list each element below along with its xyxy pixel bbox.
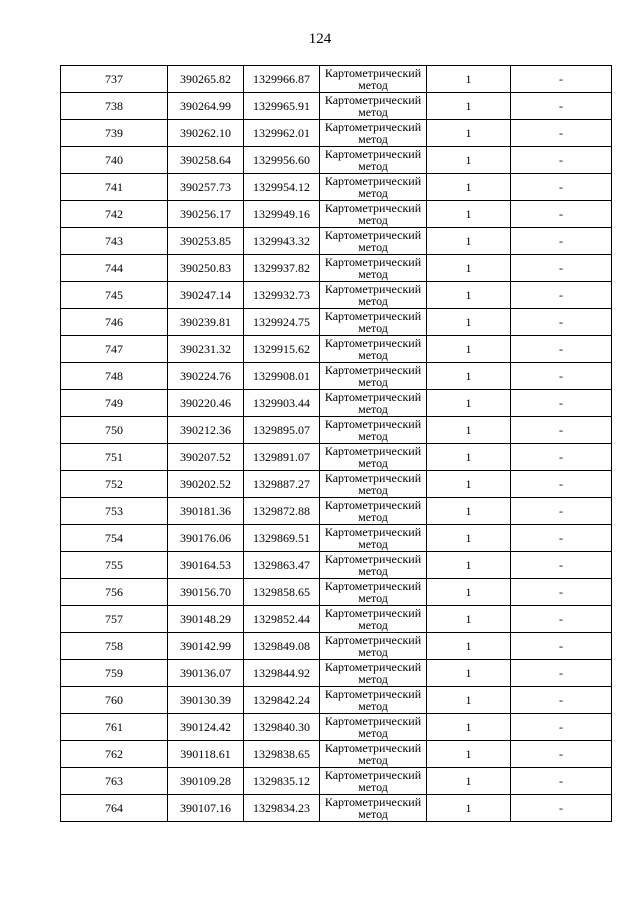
point-number-cell: 753 <box>61 498 168 525</box>
table-row <box>61 93 612 120</box>
method-line-1: Картометрический <box>324 525 422 539</box>
accuracy-cell: 1 <box>427 714 511 741</box>
table-row <box>61 66 612 93</box>
method-cell <box>320 66 427 93</box>
note-cell: - <box>511 741 612 768</box>
method-cell <box>320 444 427 471</box>
table-row <box>61 390 612 417</box>
table-row <box>61 174 612 201</box>
method-cell <box>320 525 427 552</box>
y-coordinate-cell: 1329915.62 <box>244 336 320 363</box>
method-line-1: Картометрический <box>324 309 422 323</box>
accuracy-cell: 1 <box>427 363 511 390</box>
method-cell <box>320 579 427 606</box>
y-coordinate-cell: 1329965.91 <box>244 93 320 120</box>
table-row <box>61 417 612 444</box>
method-line-1: Картометрический <box>324 363 422 377</box>
y-coordinate-cell: 1329924.75 <box>244 309 320 336</box>
note-cell: - <box>511 687 612 714</box>
y-coordinate-cell: 1329872.88 <box>244 498 320 525</box>
point-number-cell: 752 <box>61 471 168 498</box>
method-line-2: метод <box>358 618 388 632</box>
accuracy-cell: 1 <box>427 93 511 120</box>
point-number-cell: 739 <box>61 120 168 147</box>
x-coordinate-cell: 390262.10 <box>168 120 244 147</box>
method-line-1: Картометрический <box>324 795 422 809</box>
accuracy-cell: 1 <box>427 282 511 309</box>
note-cell: - <box>511 714 612 741</box>
method-line-1: Картометрический <box>324 201 422 215</box>
point-number-cell: 761 <box>61 714 168 741</box>
method-cell <box>320 606 427 633</box>
point-number-cell: 750 <box>61 417 168 444</box>
method-line-2: метод <box>358 429 388 443</box>
method-line-1: Картометрический <box>324 552 422 566</box>
x-coordinate-cell: 390231.32 <box>168 336 244 363</box>
method-cell <box>320 174 427 201</box>
point-number-cell: 742 <box>61 201 168 228</box>
x-coordinate-cell: 390257.73 <box>168 174 244 201</box>
method-line-2: метод <box>358 456 388 470</box>
method-cell <box>320 741 427 768</box>
table-row <box>61 606 612 633</box>
method-line-2: метод <box>358 483 388 497</box>
y-coordinate-cell: 1329891.07 <box>244 444 320 471</box>
method-line-2: метод <box>358 780 388 794</box>
x-coordinate-cell: 390224.76 <box>168 363 244 390</box>
point-number-cell: 756 <box>61 579 168 606</box>
accuracy-cell: 1 <box>427 660 511 687</box>
method-line-1: Картометрический <box>324 444 422 458</box>
accuracy-cell: 1 <box>427 633 511 660</box>
method-line-1: Картометрический <box>324 390 422 404</box>
method-cell <box>320 120 427 147</box>
note-cell: - <box>511 390 612 417</box>
table-row <box>61 714 612 741</box>
accuracy-cell: 1 <box>427 255 511 282</box>
table-row <box>61 525 612 552</box>
x-coordinate-cell: 390176.06 <box>168 525 244 552</box>
point-number-cell: 760 <box>61 687 168 714</box>
method-cell <box>320 417 427 444</box>
method-line-2: метод <box>358 213 388 227</box>
y-coordinate-cell: 1329887.27 <box>244 471 320 498</box>
method-line-1: Картометрический <box>324 120 422 134</box>
y-coordinate-cell: 1329962.01 <box>244 120 320 147</box>
point-number-cell: 758 <box>61 633 168 660</box>
table-row <box>61 471 612 498</box>
method-line-2: метод <box>358 699 388 713</box>
method-cell <box>320 309 427 336</box>
note-cell: - <box>511 309 612 336</box>
accuracy-cell: 1 <box>427 147 511 174</box>
note-cell: - <box>511 525 612 552</box>
method-line-2: метод <box>358 564 388 578</box>
x-coordinate-cell: 390136.07 <box>168 660 244 687</box>
y-coordinate-cell: 1329932.73 <box>244 282 320 309</box>
x-coordinate-cell: 390142.99 <box>168 633 244 660</box>
note-cell: - <box>511 336 612 363</box>
note-cell: - <box>511 120 612 147</box>
method-line-1: Картометрический <box>324 687 422 701</box>
note-cell: - <box>511 147 612 174</box>
note-cell: - <box>511 228 612 255</box>
y-coordinate-cell: 1329840.30 <box>244 714 320 741</box>
point-number-cell: 751 <box>61 444 168 471</box>
method-line-2: метод <box>358 294 388 308</box>
note-cell: - <box>511 282 612 309</box>
method-line-2: метод <box>358 267 388 281</box>
accuracy-cell: 1 <box>427 795 511 822</box>
accuracy-cell: 1 <box>427 471 511 498</box>
method-line-2: метод <box>358 753 388 767</box>
x-coordinate-cell: 390247.14 <box>168 282 244 309</box>
x-coordinate-cell: 390148.29 <box>168 606 244 633</box>
table-row <box>61 498 612 525</box>
note-cell: - <box>511 174 612 201</box>
note-cell: - <box>511 363 612 390</box>
table-row <box>61 201 612 228</box>
method-line-2: метод <box>358 159 388 173</box>
accuracy-cell: 1 <box>427 120 511 147</box>
x-coordinate-cell: 390256.17 <box>168 201 244 228</box>
method-line-2: метод <box>358 186 388 200</box>
note-cell: - <box>511 552 612 579</box>
method-line-2: метод <box>358 807 388 821</box>
y-coordinate-cell: 1329966.87 <box>244 66 320 93</box>
note-cell: - <box>511 768 612 795</box>
method-line-2: метод <box>358 672 388 686</box>
table-row <box>61 147 612 174</box>
y-coordinate-cell: 1329852.44 <box>244 606 320 633</box>
y-coordinate-cell: 1329849.08 <box>244 633 320 660</box>
table-row <box>61 741 612 768</box>
note-cell: - <box>511 579 612 606</box>
y-coordinate-cell: 1329869.51 <box>244 525 320 552</box>
method-line-2: метод <box>358 645 388 659</box>
point-number-cell: 748 <box>61 363 168 390</box>
method-line-1: Картометрический <box>324 282 422 296</box>
y-coordinate-cell: 1329842.24 <box>244 687 320 714</box>
accuracy-cell: 1 <box>427 579 511 606</box>
method-cell <box>320 660 427 687</box>
coordinates-table-body <box>61 66 612 822</box>
method-line-1: Картометрический <box>324 147 422 161</box>
accuracy-cell: 1 <box>427 174 511 201</box>
method-line-1: Картометрический <box>324 417 422 431</box>
method-cell <box>320 363 427 390</box>
note-cell: - <box>511 66 612 93</box>
y-coordinate-cell: 1329858.65 <box>244 579 320 606</box>
y-coordinate-cell: 1329937.82 <box>244 255 320 282</box>
method-cell <box>320 390 427 417</box>
x-coordinate-cell: 390264.99 <box>168 93 244 120</box>
table-row <box>61 768 612 795</box>
method-cell <box>320 687 427 714</box>
method-cell <box>320 768 427 795</box>
x-coordinate-cell: 390258.64 <box>168 147 244 174</box>
coordinates-table <box>60 65 612 822</box>
method-line-2: метод <box>358 132 388 146</box>
method-line-1: Картометрический <box>324 471 422 485</box>
accuracy-cell: 1 <box>427 66 511 93</box>
method-line-1: Картометрический <box>324 768 422 782</box>
method-line-1: Картометрический <box>324 255 422 269</box>
accuracy-cell: 1 <box>427 552 511 579</box>
method-line-2: метод <box>358 78 388 92</box>
method-line-1: Картометрический <box>324 336 422 350</box>
table-row <box>61 282 612 309</box>
page-number: 124 <box>308 31 332 47</box>
accuracy-cell: 1 <box>427 768 511 795</box>
point-number-cell: 744 <box>61 255 168 282</box>
method-cell <box>320 633 427 660</box>
method-line-1: Картометрический <box>324 633 422 647</box>
method-line-2: метод <box>358 105 388 119</box>
table-row <box>61 336 612 363</box>
x-coordinate-cell: 390207.52 <box>168 444 244 471</box>
accuracy-cell: 1 <box>427 228 511 255</box>
method-cell <box>320 714 427 741</box>
method-cell <box>320 255 427 282</box>
note-cell: - <box>511 795 612 822</box>
x-coordinate-cell: 390164.53 <box>168 552 244 579</box>
table-row <box>61 552 612 579</box>
x-coordinate-cell: 390124.42 <box>168 714 244 741</box>
method-line-1: Картометрический <box>324 93 422 107</box>
y-coordinate-cell: 1329903.44 <box>244 390 320 417</box>
accuracy-cell: 1 <box>427 201 511 228</box>
note-cell: - <box>511 498 612 525</box>
note-cell: - <box>511 444 612 471</box>
note-cell: - <box>511 201 612 228</box>
point-number-cell: 743 <box>61 228 168 255</box>
point-number-cell: 740 <box>61 147 168 174</box>
method-line-2: метод <box>358 321 388 335</box>
y-coordinate-cell: 1329863.47 <box>244 552 320 579</box>
table-row <box>61 255 612 282</box>
note-cell: - <box>511 471 612 498</box>
method-line-1: Картометрический <box>324 660 422 674</box>
method-line-2: метод <box>358 510 388 524</box>
note-cell: - <box>511 417 612 444</box>
x-coordinate-cell: 390220.46 <box>168 390 244 417</box>
method-cell <box>320 552 427 579</box>
method-line-2: метод <box>358 726 388 740</box>
x-coordinate-cell: 390250.83 <box>168 255 244 282</box>
y-coordinate-cell: 1329834.23 <box>244 795 320 822</box>
method-line-1: Картометрический <box>324 579 422 593</box>
accuracy-cell: 1 <box>427 498 511 525</box>
method-cell <box>320 471 427 498</box>
y-coordinate-cell: 1329954.12 <box>244 174 320 201</box>
method-line-2: метод <box>358 240 388 254</box>
table-row <box>61 363 612 390</box>
method-line-2: метод <box>358 591 388 605</box>
table-row <box>61 687 612 714</box>
x-coordinate-cell: 390181.36 <box>168 498 244 525</box>
y-coordinate-cell: 1329949.16 <box>244 201 320 228</box>
accuracy-cell: 1 <box>427 525 511 552</box>
y-coordinate-cell: 1329943.32 <box>244 228 320 255</box>
x-coordinate-cell: 390107.16 <box>168 795 244 822</box>
table-row <box>61 309 612 336</box>
note-cell: - <box>511 633 612 660</box>
point-number-cell: 746 <box>61 309 168 336</box>
x-coordinate-cell: 390118.61 <box>168 741 244 768</box>
method-line-1: Картометрический <box>324 741 422 755</box>
point-number-cell: 755 <box>61 552 168 579</box>
y-coordinate-cell: 1329838.65 <box>244 741 320 768</box>
method-line-2: метод <box>358 375 388 389</box>
note-cell: - <box>511 660 612 687</box>
accuracy-cell: 1 <box>427 741 511 768</box>
note-cell: - <box>511 606 612 633</box>
table-row <box>61 120 612 147</box>
note-cell: - <box>511 255 612 282</box>
method-line-1: Картометрический <box>324 174 422 188</box>
accuracy-cell: 1 <box>427 336 511 363</box>
accuracy-cell: 1 <box>427 309 511 336</box>
x-coordinate-cell: 390265.82 <box>168 66 244 93</box>
note-cell: - <box>511 93 612 120</box>
point-number-cell: 762 <box>61 741 168 768</box>
point-number-cell: 738 <box>61 93 168 120</box>
point-number-cell: 749 <box>61 390 168 417</box>
point-number-cell: 745 <box>61 282 168 309</box>
method-line-2: метод <box>358 402 388 416</box>
method-cell <box>320 93 427 120</box>
method-line-1: Картометрический <box>324 228 422 242</box>
accuracy-cell: 1 <box>427 390 511 417</box>
method-cell <box>320 795 427 822</box>
table-row <box>61 579 612 606</box>
x-coordinate-cell: 390212.36 <box>168 417 244 444</box>
method-cell <box>320 147 427 174</box>
method-cell <box>320 228 427 255</box>
point-number-cell: 741 <box>61 174 168 201</box>
point-number-cell: 763 <box>61 768 168 795</box>
point-number-cell: 747 <box>61 336 168 363</box>
method-line-2: метод <box>358 537 388 551</box>
y-coordinate-cell: 1329908.01 <box>244 363 320 390</box>
y-coordinate-cell: 1329844.92 <box>244 660 320 687</box>
accuracy-cell: 1 <box>427 687 511 714</box>
method-line-2: метод <box>358 348 388 362</box>
x-coordinate-cell: 390156.70 <box>168 579 244 606</box>
point-number-cell: 764 <box>61 795 168 822</box>
y-coordinate-cell: 1329895.07 <box>244 417 320 444</box>
x-coordinate-cell: 390202.52 <box>168 471 244 498</box>
method-cell <box>320 282 427 309</box>
table-row <box>61 228 612 255</box>
x-coordinate-cell: 390109.28 <box>168 768 244 795</box>
y-coordinate-cell: 1329956.60 <box>244 147 320 174</box>
accuracy-cell: 1 <box>427 444 511 471</box>
method-cell <box>320 498 427 525</box>
accuracy-cell: 1 <box>427 606 511 633</box>
point-number-cell: 759 <box>61 660 168 687</box>
method-line-1: Картометрический <box>324 606 422 620</box>
method-line-1: Картометрический <box>324 498 422 512</box>
table-row <box>61 633 612 660</box>
x-coordinate-cell: 390239.81 <box>168 309 244 336</box>
x-coordinate-cell: 390253.85 <box>168 228 244 255</box>
x-coordinate-cell: 390130.39 <box>168 687 244 714</box>
table-row <box>61 444 612 471</box>
method-line-1: Картометрический <box>324 66 422 80</box>
point-number-cell: 737 <box>61 66 168 93</box>
y-coordinate-cell: 1329835.12 <box>244 768 320 795</box>
point-number-cell: 757 <box>61 606 168 633</box>
accuracy-cell: 1 <box>427 417 511 444</box>
method-cell <box>320 336 427 363</box>
table-row <box>61 660 612 687</box>
table-row <box>61 795 612 822</box>
method-line-1: Картометрический <box>324 714 422 728</box>
point-number-cell: 754 <box>61 525 168 552</box>
method-cell <box>320 201 427 228</box>
